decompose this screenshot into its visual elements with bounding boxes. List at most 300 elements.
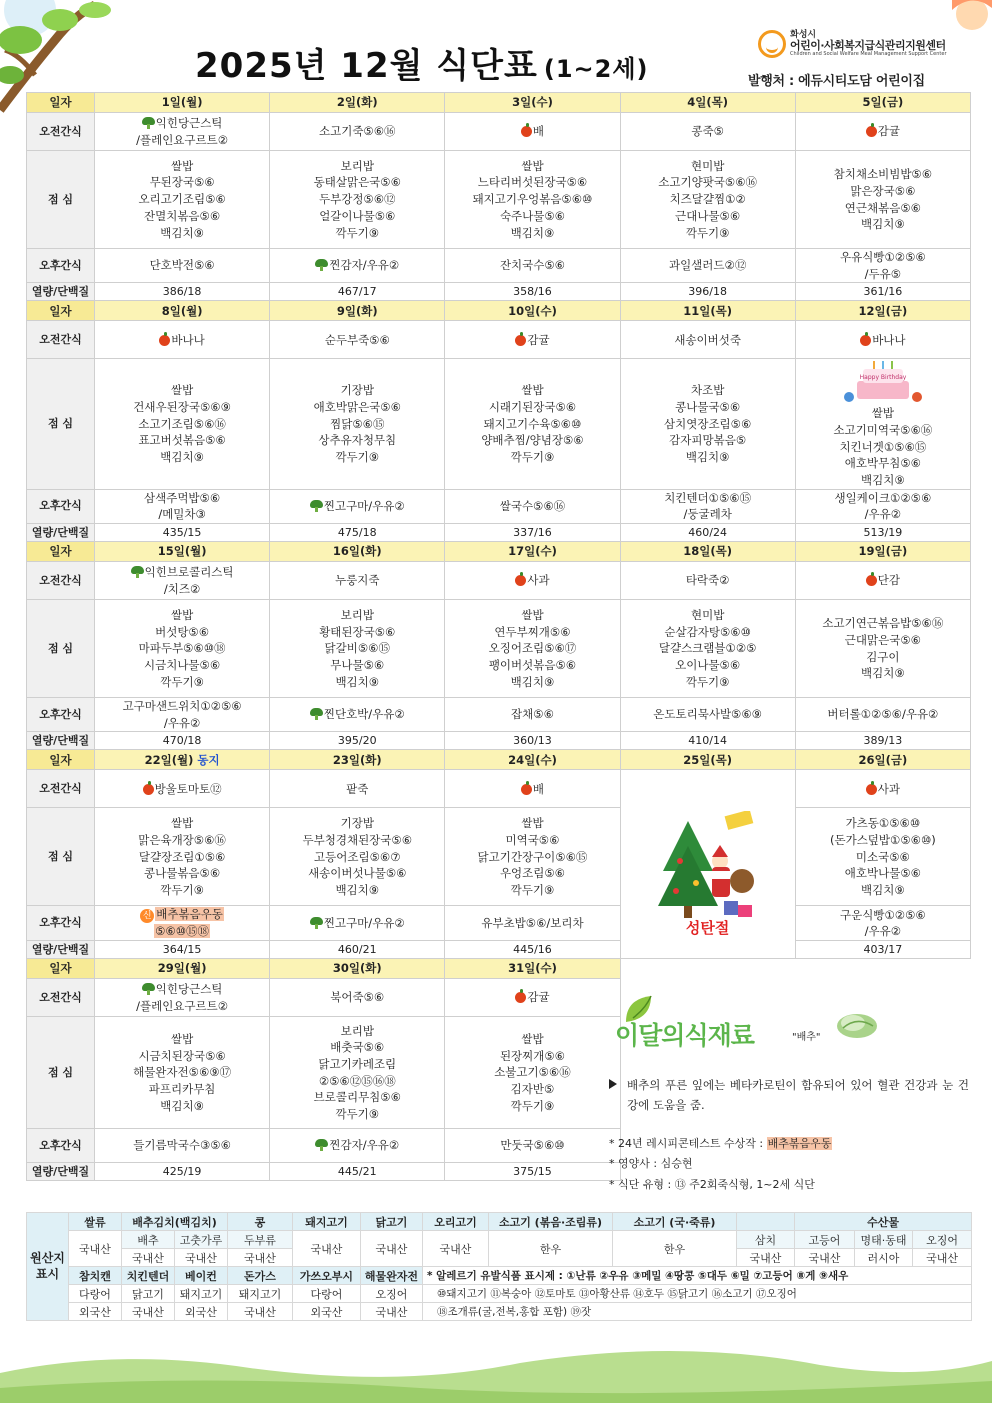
origin-bean-value: 국내산: [228, 1249, 293, 1267]
apple-icon: [521, 784, 532, 795]
menu-row-am: [27, 113, 971, 151]
menu-line: 쌀밥: [521, 607, 544, 622]
allergy-legend-3: ⑱조개류(굴,전복,홍합 포함) ⑲잣: [423, 1303, 972, 1321]
lunch-menu: [270, 359, 445, 489]
menu-line: 배춧국⑤⑥: [330, 1040, 385, 1055]
row-label-lunch: 점 심: [27, 600, 95, 698]
menu-line: 기장밥: [340, 816, 374, 831]
lunch-menu: [270, 1017, 445, 1129]
broccoli-icon: [315, 259, 328, 271]
pm-snack: [95, 906, 270, 941]
menu-line: 소고기조림⑤⑥⑯: [138, 416, 226, 431]
smile-logo-icon: [758, 30, 786, 58]
lunch-menu: [620, 600, 795, 698]
menu-line: /우유②: [163, 715, 201, 730]
menu-row-am: [27, 770, 971, 808]
menu-line: 무나물⑤⑥: [330, 657, 385, 672]
day-header: 26일(금): [795, 750, 970, 770]
origin-table: [26, 1212, 972, 1321]
menu-row-pm: [27, 489, 971, 523]
lunch-menu: [620, 151, 795, 249]
menu-line: 찐감자/우유②: [272, 257, 442, 274]
menu-row-lunch: [27, 359, 971, 489]
menu-line: 우유식빵①②⑤⑥: [840, 250, 926, 264]
day-header: 22일(월) 동지: [95, 750, 270, 770]
menu-line: 오징어조림⑤⑥⑰: [488, 641, 577, 656]
menu-line: /치즈②: [163, 581, 201, 596]
menu-line: 치즈달걀찜①②: [669, 192, 746, 207]
menu-line: 오리고기조림⑤⑥: [138, 192, 226, 207]
kcal-protein: 445/16: [445, 941, 620, 959]
menu-line: 생일케이크①②⑤⑥: [834, 490, 932, 505]
menu-line: 시금치된장국⑤⑥: [138, 1048, 226, 1063]
menu-line: ②⑤⑥⑫⑮⑯⑱: [318, 1073, 396, 1088]
day-header: 5일(금): [795, 93, 970, 113]
row-label-kcal: 열량/단백질: [27, 941, 95, 959]
kcal-protein: 470/18: [95, 732, 270, 750]
holiday-cell: [620, 770, 795, 959]
lunch-menu: [270, 600, 445, 698]
menu-line: 익힌당근스틱: [97, 115, 267, 132]
menu-line: 소고기미역국⑤⑥⑯: [833, 423, 933, 438]
day-header: 29일(월): [95, 959, 270, 979]
pm-snack: [620, 698, 795, 732]
menu-line: 닭갈비⑤⑥⑮: [324, 641, 390, 656]
origin-header-tuna: 참치캔: [69, 1267, 122, 1285]
menu-line: 쌀밥: [170, 607, 194, 622]
pm-snack: [795, 906, 970, 941]
pm-snack: [795, 249, 970, 283]
am-snack: [620, 321, 795, 359]
row-label-kcal: 열량/단백질: [27, 732, 95, 750]
day-header: 10일(수): [445, 301, 620, 321]
menu-line: 상추유자청무침: [318, 433, 397, 448]
origin-val-6: 국내산: [361, 1303, 423, 1321]
menu-line: 유부초밥⑤⑥/보리차: [481, 915, 584, 930]
menu-line: 만둣국⑤⑥⑩: [500, 1138, 565, 1153]
kcal-protein: 467/17: [270, 283, 445, 301]
pm-snack: [445, 906, 620, 941]
row-label-date: 일자: [27, 93, 95, 113]
menu-row-hdr: [27, 301, 971, 321]
kcal-protein: 364/15: [95, 941, 270, 959]
menu-line: 버섯탕⑤⑥: [155, 624, 210, 639]
menu-line: 연근채볶음⑤⑥: [844, 200, 921, 215]
menu-line: 파프리카무침: [148, 1081, 216, 1096]
recipe-allergens: ⑤⑥⑩⑮⑱: [155, 924, 210, 939]
origin-header-seafood-ball: 해물완자전: [361, 1267, 423, 1285]
day-header: 15일(월): [95, 542, 270, 562]
pm-snack: [95, 698, 270, 732]
row-label-am: 오전간식: [27, 979, 95, 1017]
menu-line: 삼색주먹밥⑤⑥: [144, 490, 221, 505]
menu-line: /둥굴레차: [683, 507, 732, 522]
origin-header-bean: 콩: [228, 1213, 293, 1231]
day-header: 12일(금): [795, 301, 970, 321]
row-label-kcal: 열량/단백질: [27, 283, 95, 301]
menu-line: 잔치국수⑤⑥: [499, 258, 565, 273]
am-snack: [95, 113, 270, 151]
origin-sub-3: 돼지고기: [175, 1285, 228, 1303]
menu-line: 깍두기⑨: [160, 674, 204, 689]
menu-line: 익힌당근스틱: [97, 981, 267, 998]
kcal-protein: 358/16: [445, 283, 620, 301]
kcal-protein: 475/18: [270, 524, 445, 542]
day-header: 4일(목): [620, 93, 795, 113]
origin-fish-value-3: 러시아: [855, 1249, 913, 1267]
apple-icon: [866, 126, 877, 137]
menu-line: 백김치⑨: [510, 674, 555, 689]
menu-line: 고구마샌드위치①②⑤⑥: [122, 699, 242, 714]
menu-line: 닭고기간장구이⑤⑥⑮: [477, 849, 588, 864]
season-title: 이달의식재료: [615, 1021, 754, 1050]
origin-sub-1: 다랑어: [69, 1285, 122, 1303]
menu-line: 과일샐러드②⑫: [668, 258, 747, 273]
menu-line: 찐단호박/우유②: [272, 706, 442, 723]
am-snack: [795, 562, 970, 600]
menu-line: 콩나물볶음⑤⑥: [144, 866, 221, 881]
menu-line: 두부강정⑤⑥⑫: [319, 192, 396, 207]
row-label-date: 일자: [27, 301, 95, 321]
apple-icon: [866, 784, 877, 795]
origin-kimchi-cabbage: 배추: [122, 1231, 175, 1249]
kcal-protein: 396/18: [620, 283, 795, 301]
day-header: 17일(수): [445, 542, 620, 562]
menu-line: 감귤: [798, 123, 968, 140]
solstice-note: 동지: [197, 752, 220, 767]
menu-line: 백김치⑨: [160, 225, 204, 240]
am-snack: [270, 770, 445, 808]
pm-snack: [620, 249, 795, 283]
origin-header-blank: [737, 1213, 795, 1231]
menu-line: 브로콜리무침⑤⑥: [313, 1090, 401, 1105]
am-snack: [270, 321, 445, 359]
broccoli-icon: [310, 500, 323, 512]
origin-header-chicken-tender: 치킨텐더: [122, 1267, 175, 1285]
menu-line: /우유②: [864, 924, 902, 939]
pm-snack: [445, 698, 620, 732]
kcal-protein: 337/16: [445, 524, 620, 542]
origin-header-duck: 오리고기: [423, 1213, 489, 1231]
menu-line: 시래기된장국⑤⑥: [488, 400, 577, 415]
kcal-protein: 460/21: [270, 941, 445, 959]
origin-fish-pollock: 명태·동태: [855, 1231, 913, 1249]
menu-line: 쌀밥: [170, 816, 194, 831]
menu-line: 닭고기카레조림: [318, 1056, 397, 1071]
menu-line: 온도토리묵사발⑤⑥⑨: [653, 707, 762, 722]
pm-snack: [445, 249, 620, 283]
apple-icon: [143, 784, 154, 795]
page-title: 2025년 12월 식단표 (1~2세): [195, 46, 649, 86]
menu-line: 깍두기⑨: [335, 225, 380, 240]
origin-kimchi-cabbage-value: 국내산: [122, 1249, 175, 1267]
menu-line: 오이나물⑤⑥: [675, 657, 741, 672]
recipe-contest-highlight: 배추볶음우동: [767, 1137, 832, 1150]
pm-snack: [270, 249, 445, 283]
menu-line: 순살감자탕⑤⑥⑩: [664, 624, 751, 639]
menu-row-pm: [27, 249, 971, 283]
origin-header-bacon: 베이컨: [175, 1267, 228, 1285]
origin-side-label: 원산지 표시: [27, 1213, 69, 1321]
broccoli-icon: [310, 708, 323, 720]
kcal-protein: 386/18: [95, 283, 270, 301]
menu-line: 쌀밥: [170, 383, 194, 398]
menu-line: 근대나물⑤⑥: [675, 208, 741, 223]
menu-row-hdr: [27, 750, 971, 770]
pm-snack: [270, 698, 445, 732]
menu-line: 애호박맑은국⑤⑥: [313, 400, 401, 415]
kcal-protein: 361/16: [795, 283, 970, 301]
menu-line: 찐감자/우유②: [272, 1137, 442, 1154]
pm-snack: [795, 489, 970, 523]
origin-val-4: 국내산: [228, 1303, 293, 1321]
row-label-lunch: 점 심: [27, 359, 95, 489]
kcal-protein: 445/21: [270, 1163, 445, 1181]
center-region: 화성시: [790, 29, 817, 40]
menu-line: 깍두기⑨: [335, 450, 380, 465]
pm-snack: [795, 698, 970, 732]
origin-fish-value-1: 국내산: [737, 1249, 795, 1267]
menu-line: 익힌브로콜리스틱: [97, 564, 267, 581]
pm-snack: [95, 249, 270, 283]
menu-line: 바나나: [798, 332, 968, 349]
seasonal-ingredient-box: [607, 986, 971, 1196]
menu-line: 맑은육개장⑤⑥⑯: [138, 832, 226, 847]
menu-row-hdr: [27, 959, 971, 979]
origin-fish-value-2: 국내산: [795, 1249, 855, 1267]
row-label-pm: 오후간식: [27, 489, 95, 523]
broccoli-icon: [142, 983, 155, 995]
menu-line: 새송이버섯나물⑤⑥: [308, 866, 407, 881]
menu-line: 건새우된장국⑤⑥⑨: [133, 400, 231, 415]
lunch-menu: [270, 808, 445, 906]
lunch-menu: [795, 808, 970, 906]
menu-line: 단호박전⑤⑥: [149, 258, 215, 273]
menu-line: 깍두기⑨: [510, 1098, 555, 1113]
origin-sub-2: 닭고기: [122, 1285, 175, 1303]
origin-sub-5: 다랑어: [293, 1285, 361, 1303]
day-header: 11일(목): [620, 301, 795, 321]
am-snack: [445, 979, 620, 1017]
menu-line: 깍두기⑨: [510, 882, 555, 897]
origin-header-rice: 쌀류: [69, 1213, 122, 1231]
kcal-protein: 425/19: [95, 1163, 270, 1181]
menu-line: 보리밥: [340, 607, 374, 622]
menu-line: 해물완자전⑤⑥⑨⑰: [133, 1065, 232, 1080]
origin-fish-mackerel-spanish: 삼치: [737, 1231, 795, 1249]
row-label-lunch: 점 심: [27, 1017, 95, 1129]
kcal-protein: 360/13: [445, 732, 620, 750]
menu-line: 가츠동①⑤⑥⑩: [845, 816, 921, 831]
apple-icon: [521, 126, 532, 137]
origin-beef-soup-value: 한우: [613, 1231, 737, 1267]
menu-line: 배: [447, 781, 617, 798]
menu-line: 쌀밥: [170, 158, 194, 173]
menu-line: 깍두기⑨: [685, 674, 730, 689]
origin-beef-stirfry-value: 한우: [489, 1231, 613, 1267]
row-label-am: 오전간식: [27, 321, 95, 359]
menu-row-hdr: [27, 93, 971, 113]
lunch-menu: [795, 359, 970, 489]
menu-line: 고등어조림⑤⑥⑦: [314, 849, 401, 864]
menu-line: 참치채소비빔밥⑤⑥: [833, 167, 933, 182]
menu-row-am: [27, 562, 971, 600]
recipe-highlight: 배추볶음우동: [156, 907, 223, 922]
menu-row-kcal: [27, 732, 971, 750]
menu-line: [97, 906, 267, 923]
origin-pork-value: 국내산: [293, 1231, 361, 1267]
menu-row-kcal: [27, 283, 971, 301]
kcal-protein: 395/20: [270, 732, 445, 750]
note-menu-type: * 식단 유형 : ⑬ 주2회죽식형, 1~2세 식단: [609, 1177, 815, 1191]
row-label-pm: 오후간식: [27, 698, 95, 732]
broccoli-icon: [142, 117, 155, 129]
am-snack: [445, 113, 620, 151]
menu-row-am: [27, 321, 971, 359]
menu-line: 쌀국수⑤⑥⑯: [499, 499, 566, 514]
allergy-legend-1: * 알레르기 유발식품 표시제 : ①난류 ②우유 ③메밀 ④땅콩 ⑤대두 ⑥밀 ⑦고등어 ⑧게 ⑨새우: [423, 1267, 972, 1285]
menu-row-pm: [27, 906, 971, 941]
am-snack: [795, 113, 970, 151]
menu-line: 달걀스크램블①②⑤: [658, 641, 757, 656]
lunch-menu: [95, 600, 270, 698]
menu-line: 김자반⑤: [510, 1081, 555, 1096]
origin-header-chicken: 닭고기: [361, 1213, 423, 1231]
lunch-menu: [620, 359, 795, 489]
day-header: 8일(월): [95, 301, 270, 321]
day-header: 3일(수): [445, 93, 620, 113]
center-name-en: Children and Social Welfare Meal Management Support Center: [790, 50, 947, 57]
menu-line: 감자피망볶음⑤: [669, 433, 747, 448]
lunch-menu: [270, 151, 445, 249]
origin-sub-4: 돼지고기: [228, 1285, 293, 1303]
menu-line: /우유②: [864, 507, 902, 522]
row-label-kcal: 열량/단백질: [27, 1163, 95, 1181]
am-snack: [270, 979, 445, 1017]
menu-line: 기장밥: [340, 383, 374, 398]
am-snack: [445, 770, 620, 808]
lunch-menu: [445, 600, 620, 698]
pm-snack: [95, 489, 270, 523]
origin-rice-value: 국내산: [69, 1231, 122, 1267]
row-label-date: 일자: [27, 959, 95, 979]
apple-icon: [159, 335, 170, 346]
lunch-menu: [445, 359, 620, 489]
menu-line: 차조밥: [690, 383, 725, 398]
menu-line: 치킨너겟①⑤⑥⑮: [839, 439, 927, 454]
menu-line: /플레인요구르트②: [136, 998, 229, 1013]
menu-line: 마파두부⑤⑥⑩⑱: [138, 641, 226, 656]
day-header: 1일(월): [95, 93, 270, 113]
am-snack: [620, 562, 795, 600]
menu-line: 황태된장국⑤⑥: [319, 624, 396, 639]
menu-line: 보리밥: [340, 158, 374, 173]
menu-line: /플레인요구르트②: [136, 132, 229, 147]
day-header: 2일(화): [270, 93, 445, 113]
menu-line: 깍두기⑨: [510, 450, 555, 465]
menu-line: 백김치⑨: [160, 1098, 204, 1113]
menu-line: (돈가스덮밥①⑤⑥⑩): [829, 832, 936, 847]
apple-icon: [515, 575, 526, 586]
origin-header-pork: 돼지고기: [293, 1213, 361, 1231]
row-label-date: 일자: [27, 542, 95, 562]
note-recipe-contest: * 24년 레시피콘테스트 수상작 : 배추볶음우동: [609, 1137, 832, 1150]
menu-row-lunch: [27, 808, 971, 906]
menu-line: 깍두기⑨: [335, 1106, 380, 1121]
menu-line: 백김치⑨: [685, 450, 730, 465]
kcal-protein: 410/14: [620, 732, 795, 750]
day-header: 16일(화): [270, 542, 445, 562]
apple-icon: [866, 575, 877, 586]
menu-line: 쌀밥: [521, 158, 544, 173]
broccoli-icon: [315, 1139, 328, 1151]
day-header: 30일(화): [270, 959, 445, 979]
origin-header-pork-cutlet: 돈가스: [228, 1267, 293, 1285]
origin-fish-mackerel: 고등어: [795, 1231, 855, 1249]
publisher: 발행처 : 에듀시티도담 어린이집: [748, 74, 925, 89]
menu-line: 구운식빵①②⑤⑥: [840, 907, 926, 922]
menu-line: 소고기연근볶음밥⑤⑥⑯: [822, 616, 944, 631]
menu-line: 애호박무침⑤⑥: [844, 456, 921, 471]
cake-caption: Happy Birthday: [859, 374, 907, 382]
menu-line: 누룽지죽: [335, 573, 380, 588]
allergy-legend-2: ⑩돼지고기 ⑪복숭아 ⑫토마토 ⑬아황산류 ⑭호두 ⑮닭고기 ⑯소고기 ⑰오징어: [423, 1285, 972, 1303]
kcal-protein: 375/15: [445, 1163, 620, 1181]
menu-line: 사과: [798, 781, 968, 798]
origin-header-kimchi: 배추김치(백김치): [122, 1213, 228, 1231]
menu-line: 애호박나물⑤⑥: [844, 866, 921, 881]
kcal-protein: 513/19: [795, 524, 970, 542]
row-label-date: 일자: [27, 750, 95, 770]
am-snack: [620, 113, 795, 151]
row-label-lunch: 점 심: [27, 808, 95, 906]
origin-sub-6: 오징어: [361, 1285, 423, 1303]
menu-line: 소고기죽⑤⑥⑯: [319, 124, 396, 139]
birthday-cake-icon: [843, 359, 923, 405]
apple-icon: [860, 335, 871, 346]
menu-line: 쌀밥: [521, 1031, 544, 1046]
menu-notes: [609, 1134, 832, 1195]
kcal-protein: 403/17: [795, 941, 970, 959]
origin-val-5: 외국산: [293, 1303, 361, 1321]
center-name: 어린이·사회복지급식관리지원센터: [790, 39, 946, 53]
origin-kimchi-pepper: 고춧가루: [175, 1231, 228, 1249]
pm-snack: [270, 489, 445, 523]
menu-line: 달걀장조림①⑤⑥: [138, 849, 226, 864]
menu-line: 백김치⑨: [861, 666, 905, 681]
origin-val-2: 국내산: [122, 1303, 175, 1321]
broccoli-icon: [131, 566, 144, 578]
kcal-protein: 389/13: [795, 732, 970, 750]
menu-line: 찐고구마/우유②: [272, 915, 442, 932]
day-header: 23일(화): [270, 750, 445, 770]
season-description: 배추의 푸른 잎에는 베타카로틴이 함유되어 있어 혈관 건강과 눈 건강에 도움을 줌.: [609, 1076, 969, 1115]
menu-line: 맑은장국⑤⑥: [850, 183, 916, 198]
origin-val-3: 외국산: [175, 1303, 228, 1321]
menu-line: /메밀차③: [158, 507, 206, 522]
menu-line: 잡채⑤⑥: [511, 707, 554, 722]
triangle-bullet-icon: [609, 1079, 617, 1089]
menu-line: 팥죽: [346, 781, 369, 796]
origin-header-beef-stirfry: 소고기 (볶음·조림류): [489, 1213, 613, 1231]
menu-line: 백김치⑨: [510, 225, 555, 240]
pm-snack: [445, 489, 620, 523]
apple-icon: [515, 335, 526, 346]
menu-line: 단감: [798, 572, 968, 589]
menu-line: /두유⑤: [864, 266, 902, 281]
am-snack: [270, 113, 445, 151]
menu-line: 사과: [447, 572, 617, 589]
